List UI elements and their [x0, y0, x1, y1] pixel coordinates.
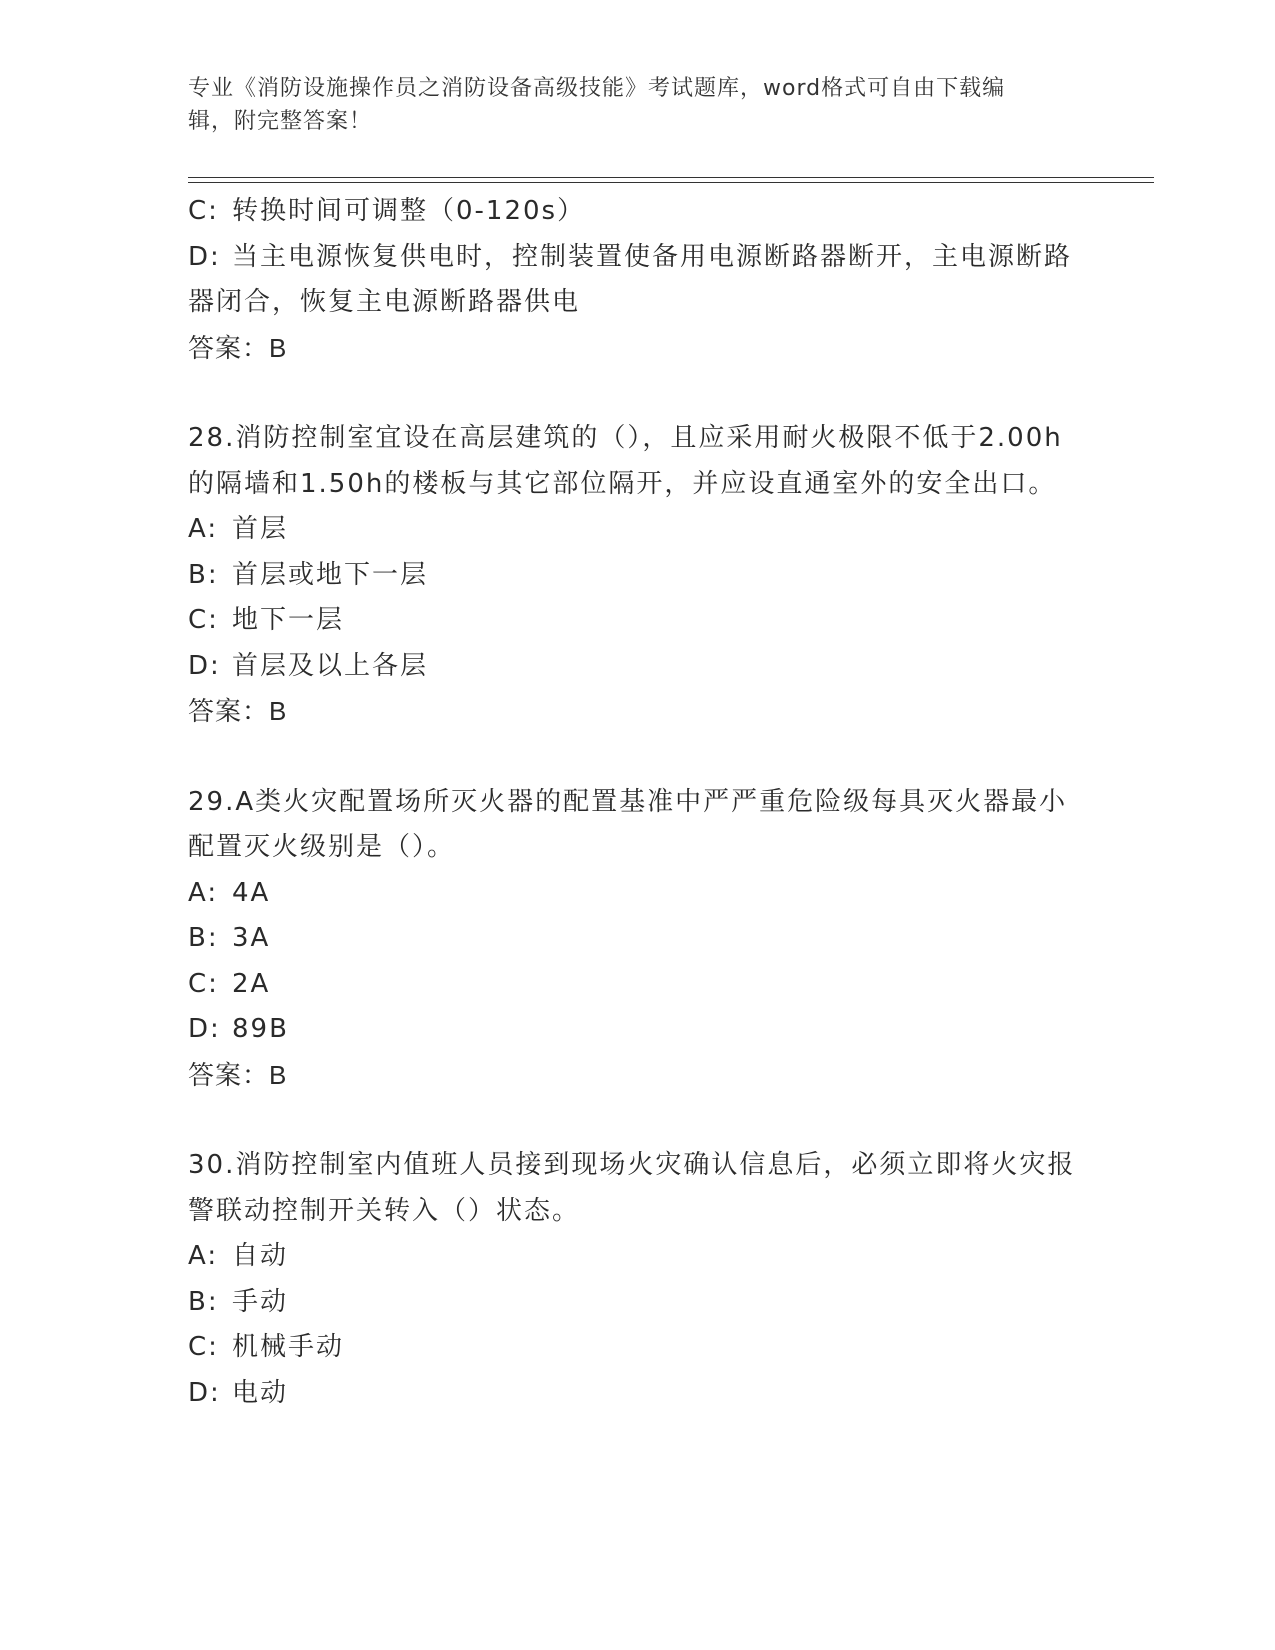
option-key: C: [188, 968, 219, 999]
answer-label: 答案：B [188, 332, 288, 363]
question-stem: 30.消防控制室内值班人员接到现场火灾确认信息后，必须立即将火灾报警联动控制开关转入（）状态。 [188, 1150, 1076, 1226]
option-text: 首层 [232, 514, 289, 544]
answer-label: 答案：B [188, 1059, 288, 1090]
option-a [188, 871, 1088, 917]
option-c [188, 598, 1088, 644]
header-divider-top [188, 177, 1154, 178]
option-text: 2A [232, 968, 271, 999]
answer-label: 答案：B [188, 696, 288, 726]
option-a [188, 507, 1088, 553]
option-key: B: [188, 1286, 219, 1317]
option-key: A: [188, 514, 219, 544]
option-key: C: [188, 1332, 219, 1362]
option-text: 手动 [232, 1286, 289, 1317]
header-divider-bottom [188, 182, 1154, 183]
option-c [188, 1325, 1088, 1371]
header-line-2: 辑，附完整答案！ [188, 109, 373, 134]
option-b [188, 916, 1088, 962]
option-d [188, 644, 1088, 690]
option-key: D: [188, 241, 221, 272]
option-key: D: [188, 1014, 221, 1044]
option-text: 机械手动 [232, 1332, 345, 1362]
option-d [188, 235, 1088, 326]
option-text: 3A [232, 923, 271, 953]
option-key: D: [188, 1377, 221, 1408]
document-header [188, 72, 1068, 138]
option-text: 89B [232, 1014, 289, 1044]
option-text: 4A [232, 877, 271, 908]
option-key: A: [188, 877, 219, 908]
option-text: 转换时间可调整（0-120s） [232, 196, 586, 226]
option-key: B: [188, 559, 219, 590]
option-a [188, 1234, 1088, 1280]
prev-question-block [188, 189, 1088, 371]
question-30 [188, 1143, 1088, 1416]
option-text: 电动 [232, 1377, 289, 1408]
option-d [188, 1007, 1088, 1053]
option-text: 当主电源恢复供电时，控制装置使备用电源断路器断开，主电源断路器闭合，恢复主电源断路器供电 [188, 241, 1073, 317]
option-key: B: [188, 923, 219, 953]
option-text: 地下一层 [232, 605, 345, 635]
question-stem: 29.A类火灾配置场所灭火器的配置基准中严严重危险级每具灭火器最小配置灭火级别是（）。 [188, 786, 1068, 862]
document-body [188, 189, 1088, 1416]
question-28 [188, 416, 1088, 735]
option-c [188, 189, 1088, 235]
option-b [188, 553, 1088, 599]
option-text: 首层及以上各层 [232, 650, 429, 681]
option-text: 首层或地下一层 [232, 559, 429, 590]
header-line-1: 专业《消防设施操作员之消防设备高级技能》考试题库，word格式可自由下载编 [188, 76, 1006, 101]
option-d [188, 1371, 1088, 1417]
option-key: A: [188, 1241, 219, 1271]
option-key: C: [188, 605, 219, 635]
option-key: D: [188, 650, 221, 681]
option-text: 自动 [232, 1241, 289, 1271]
option-b [188, 1280, 1088, 1326]
question-stem: 28.消防控制室宜设在高层建筑的（），且应采用耐火极限不低于2.00h的隔墙和1.50h的楼板与其它部位隔开，并应设直通室外的安全出口。 [188, 423, 1063, 499]
option-key: C: [188, 196, 219, 226]
question-29 [188, 780, 1088, 1099]
option-c [188, 962, 1088, 1008]
